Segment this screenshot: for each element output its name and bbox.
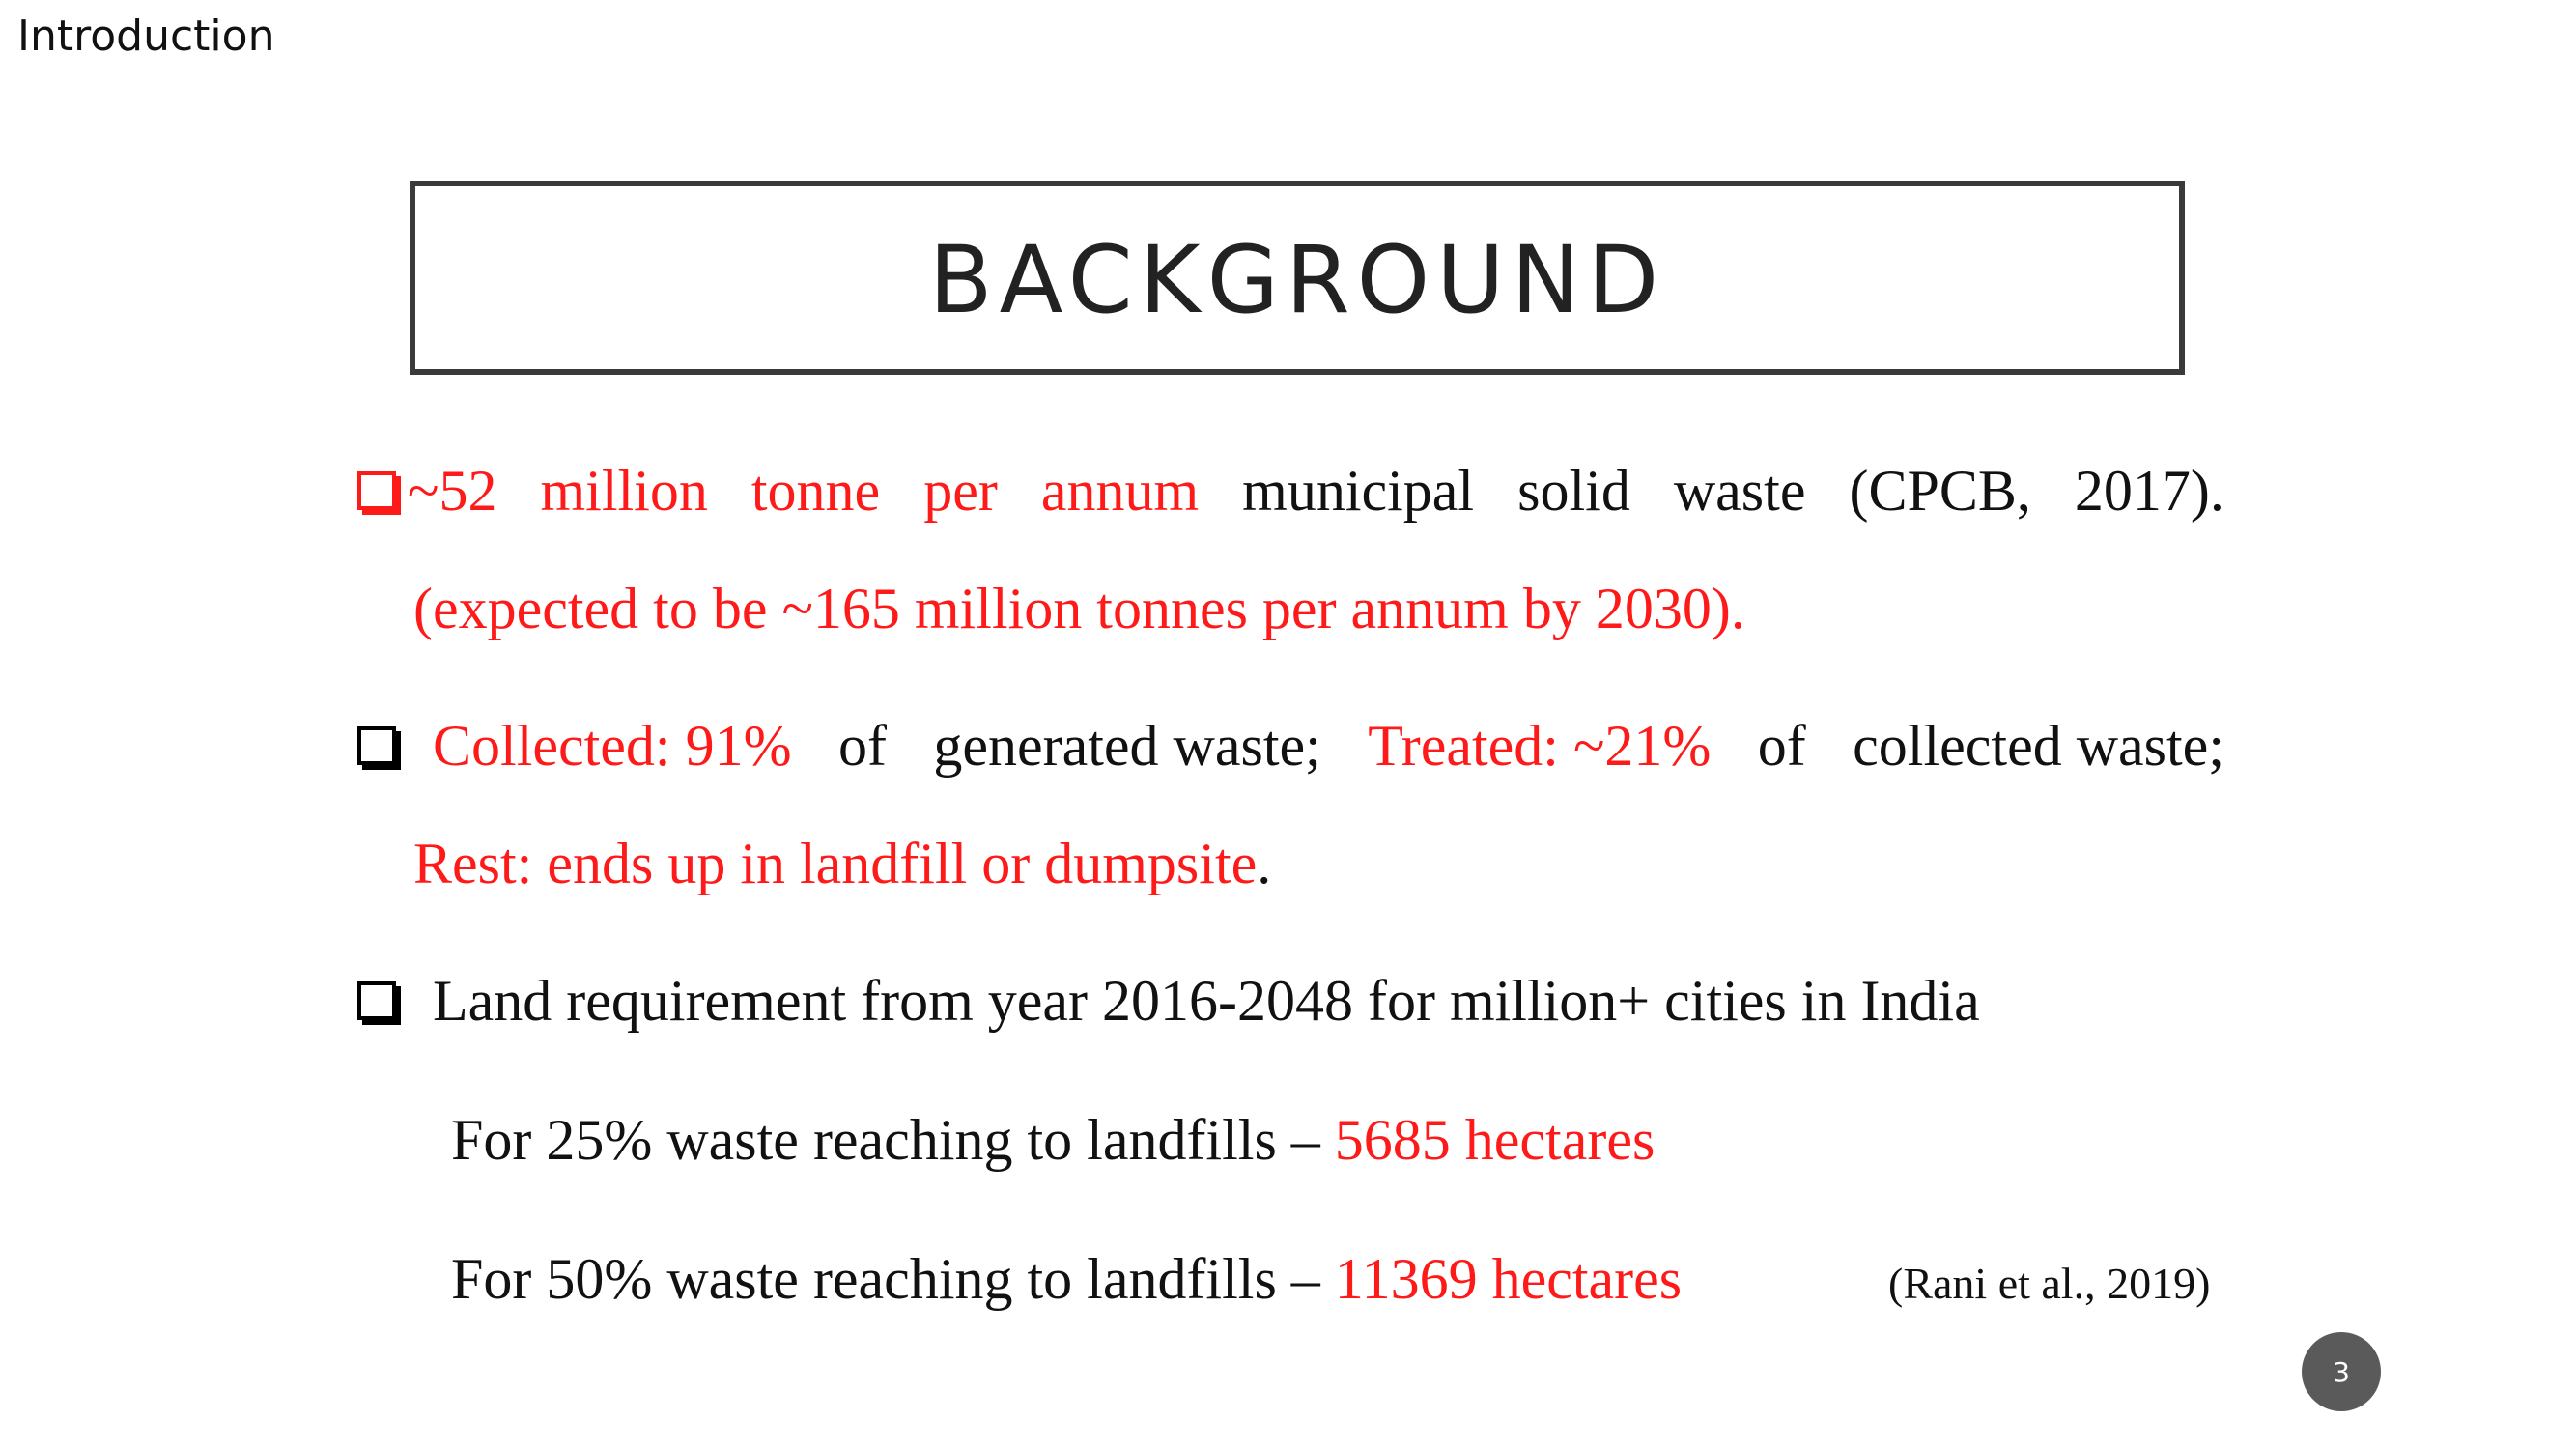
title-box: [410, 181, 2185, 375]
word: per: [923, 459, 998, 523]
bullet-2-lead: Collected: 91%: [357, 717, 792, 775]
bullet-3-line-1: Land requirement from year 2016-2048 for million+ cities in India: [357, 972, 1980, 1030]
bullet-2-rest: Rest: ends up in landfill or dumpsite: [413, 832, 1258, 895]
word: (CPCB,: [1849, 459, 2031, 523]
section-label: Introduction: [17, 12, 275, 61]
bullet-1-lead: ~52: [357, 462, 496, 520]
word: million: [540, 459, 708, 523]
word: Treated: ~21%: [1368, 714, 1712, 778]
slide-title: BACKGROUND: [928, 225, 1666, 334]
word: collected waste;: [1853, 714, 2224, 778]
sub-item-value: 5685 hectares: [1334, 1108, 1656, 1172]
page-number: 3: [2333, 1355, 2350, 1388]
bullet-2-line-1: [357, 714, 2224, 778]
word: waste: [1673, 459, 1806, 523]
sub-item-50-percent: [451, 1247, 1683, 1311]
period: .: [1257, 832, 1272, 895]
page-number-badge: [2302, 1332, 2381, 1411]
word: of: [837, 714, 887, 778]
word: annum: [1040, 459, 1200, 523]
word: solid: [1517, 459, 1630, 523]
bullet-2-line-2: [413, 832, 1272, 895]
word: 2017).: [2074, 459, 2224, 523]
word: municipal: [1242, 459, 1475, 523]
sub-item-label: For 25% waste reaching to landfills –: [451, 1108, 1335, 1172]
sub-item-label: For 50% waste reaching to landfills –: [451, 1247, 1335, 1311]
word: tonne: [750, 459, 881, 523]
checkbox-bullet-icon: [357, 726, 396, 765]
word: generated waste;: [933, 714, 1321, 778]
word: of: [1757, 714, 1806, 778]
sub-item-25-percent: [451, 1108, 1656, 1172]
checkbox-bullet-icon: [357, 471, 396, 510]
sub-item-value: 11369 hectares: [1334, 1247, 1683, 1311]
citation: (Rani et al., 2019): [1888, 1259, 2211, 1308]
checkbox-bullet-icon: [357, 981, 396, 1020]
bullet-1-line-1: [357, 459, 2224, 523]
bullet-1-line-2: (expected to be ~165 million tonnes per annum by 2030).: [413, 577, 1745, 640]
